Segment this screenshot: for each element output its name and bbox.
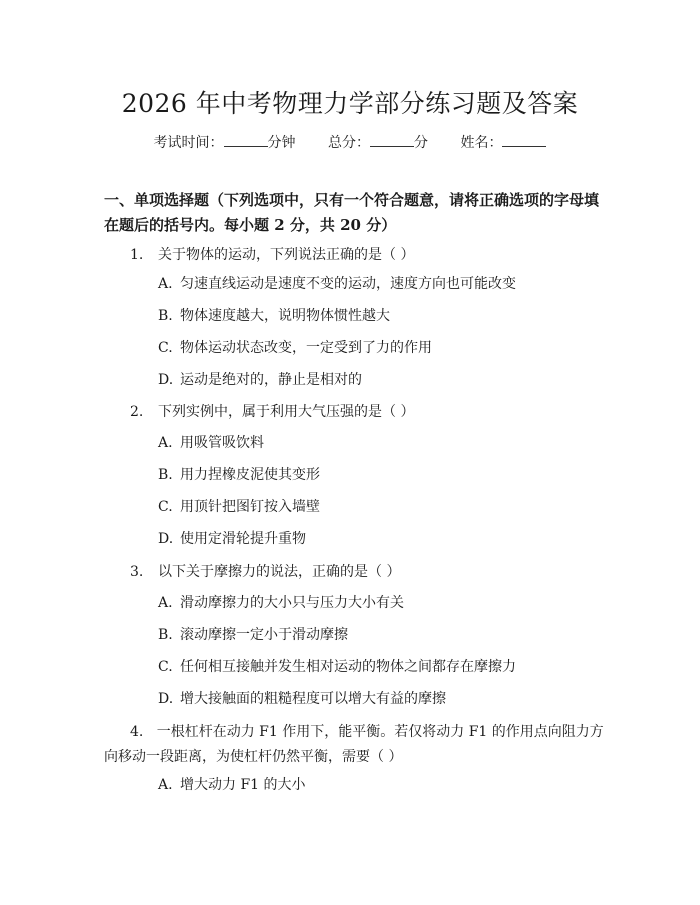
option-letter: C. bbox=[158, 659, 173, 675]
question-text: 一根杠杆在动力 F1 作用下，能平衡。若仅将动力 F1 的作用点向阻力方向移动一段距离，为使杠杆仍然平衡，需要（ ） bbox=[104, 724, 604, 765]
option-3b bbox=[158, 624, 608, 646]
option-letter: A. bbox=[158, 435, 173, 451]
option-text: 匀速直线运动是速度不变的运动，速度方向也可能改变 bbox=[180, 276, 516, 292]
option-2b bbox=[158, 464, 608, 486]
question-4 bbox=[104, 720, 604, 770]
time-blank bbox=[224, 134, 268, 147]
score-blank bbox=[370, 134, 414, 147]
option-text: 滑动摩擦力的大小只与压力大小有关 bbox=[180, 595, 404, 611]
option-text: 任何相互接触并发生相对运动的物体之间都存在摩擦力 bbox=[180, 659, 516, 675]
option-text: 物体运动状态改变，一定受到了力的作用 bbox=[180, 340, 432, 356]
option-text: 增大动力 F1 的大小 bbox=[180, 777, 306, 793]
option-text: 增大接触面的粗糙程度可以增大有益的摩擦 bbox=[180, 691, 446, 707]
option-3c bbox=[158, 656, 608, 678]
option-2d bbox=[158, 528, 608, 550]
question-text: 关于物体的运动，下列说法正确的是（ ） bbox=[158, 247, 415, 263]
question-text: 以下关于摩擦力的说法，正确的是（ ） bbox=[158, 564, 401, 580]
option-letter: A. bbox=[158, 276, 173, 292]
question-1 bbox=[130, 243, 610, 268]
option-1a bbox=[158, 273, 608, 295]
option-text: 用吸管吸饮料 bbox=[180, 435, 264, 451]
document-title: 2026 年中考物理力学部分练习题及答案 bbox=[121, 89, 579, 118]
option-letter: B. bbox=[158, 308, 173, 324]
question-number: 2. bbox=[130, 404, 144, 420]
option-2a bbox=[158, 432, 608, 454]
option-text: 滚动摩擦一定小于滑动摩擦 bbox=[180, 627, 348, 643]
question-2 bbox=[130, 400, 610, 425]
option-letter: D. bbox=[158, 531, 174, 547]
option-1b bbox=[158, 305, 608, 327]
question-text: 下列实例中，属于利用大气压强的是（ ） bbox=[158, 404, 415, 420]
question-3 bbox=[130, 560, 610, 585]
option-letter: D. bbox=[158, 691, 174, 707]
option-2c bbox=[158, 496, 608, 518]
option-1d bbox=[158, 369, 608, 391]
score-unit: 分 bbox=[414, 135, 428, 151]
option-3a bbox=[158, 592, 608, 614]
student-name bbox=[460, 135, 546, 151]
name-label: 姓名： bbox=[460, 135, 503, 151]
question-number: 3. bbox=[130, 564, 144, 580]
question-number: 1. bbox=[130, 247, 144, 263]
option-letter: B. bbox=[158, 627, 173, 643]
question-number: 4. bbox=[130, 724, 144, 740]
option-letter: A. bbox=[158, 595, 173, 611]
option-text: 用力捏橡皮泥使其变形 bbox=[180, 467, 320, 483]
section-heading-1: 一、单项选择题（下列选项中，只有一个符合题意，请将正确选项的字母填在题后的括号内。每小题 2 分，共 20 分） bbox=[104, 191, 600, 234]
exam-meta bbox=[0, 132, 700, 152]
option-letter: D. bbox=[158, 372, 174, 388]
option-letter: C. bbox=[158, 499, 173, 515]
time-unit: 分钟 bbox=[267, 135, 296, 151]
option-text: 物体速度越大，说明物体惯性越大 bbox=[180, 308, 390, 324]
exam-time bbox=[154, 135, 296, 151]
name-blank bbox=[502, 134, 546, 147]
time-label: 考试时间： bbox=[153, 135, 224, 151]
option-text: 使用定滑轮提升重物 bbox=[180, 531, 306, 547]
option-1c bbox=[158, 337, 608, 359]
option-letter: A. bbox=[158, 777, 173, 793]
option-text: 用顶针把图钉按入墙壁 bbox=[180, 499, 320, 515]
option-3d bbox=[158, 688, 608, 710]
option-4a bbox=[158, 774, 608, 796]
total-score bbox=[328, 135, 428, 151]
option-letter: B. bbox=[158, 467, 173, 483]
score-label: 总分： bbox=[328, 135, 370, 151]
option-text: 运动是绝对的，静止是相对的 bbox=[180, 372, 362, 388]
option-letter: C. bbox=[158, 340, 173, 356]
